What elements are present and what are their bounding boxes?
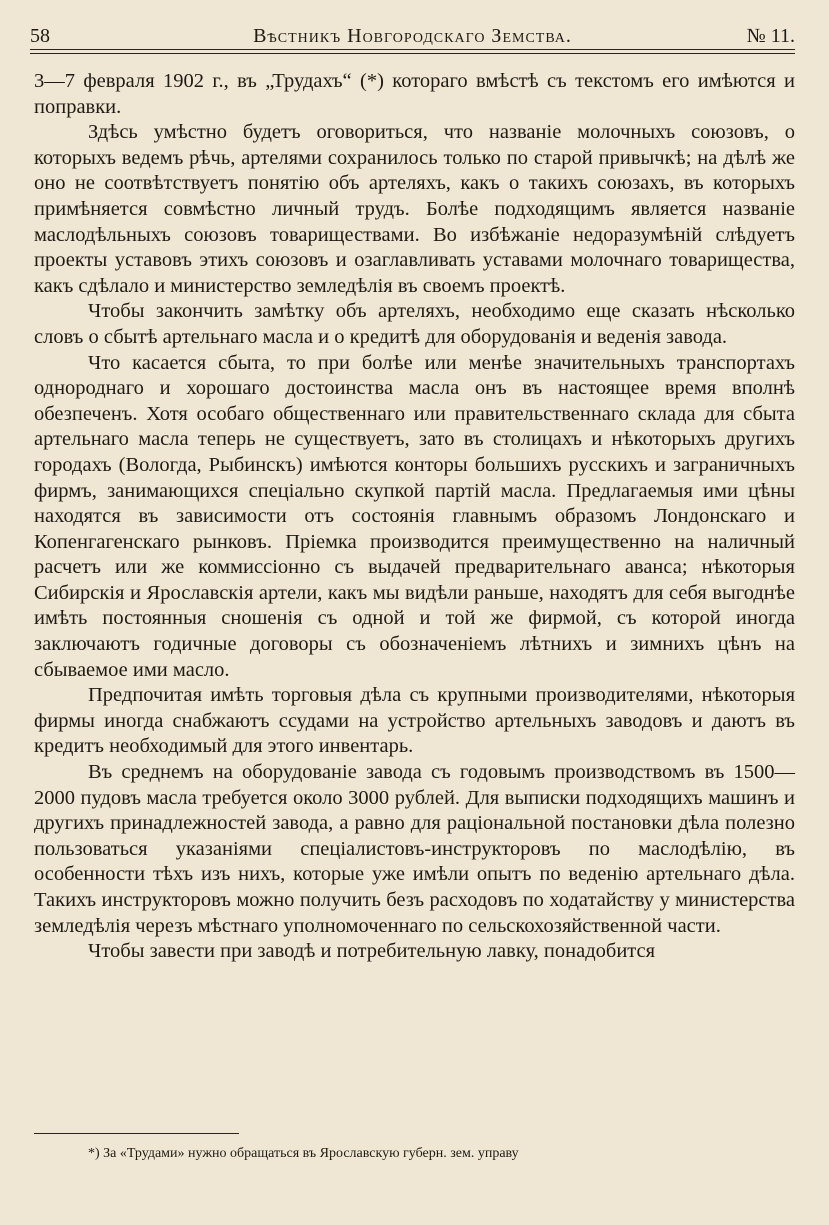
paragraph: Чтобы закончить замѣтку объ артеляхъ, необходимо еще сказать нѣсколько словъ о сбытѣ артельнаго масла и о кредитѣ для оборудованія и веденія завода. [34,300,795,348]
paragraph: Предпочитая имѣть торговыя дѣла съ крупными производителями, нѣкоторыя фирмы иногда снабжаютъ ссудами на устройство артельныхъ заводовъ и даютъ въ кредитъ необходимый для этого инвентарь. [34,684,795,758]
article-body [34,69,795,965]
page-number: 58 [30,25,50,47]
paragraph: Что касается сбыта, то при болѣе или менѣе значительныхъ транспортахъ однороднаго и хорошаго достоинства масла онъ въ настоящее время вполнѣ обезпеченъ. Хотя особаго общественнаго или правительственнаго склада для сбыта артельнаго масла теперь не существуетъ, зато въ столицахъ и нѣкоторыхъ другихъ городахъ (Вологда, Рыбинскъ) имѣются конторы большихъ русскихъ и заграничныхъ фирмъ, занимающихся спеціально скупкой партій масла. Предлагаемыя ими цѣны находятся въ зависимости отъ состоянія главнымъ образомъ Лондонскаго и Копенгагенскаго рынковъ. Пріемка производится преимущественно на наличный расчетъ или же коммиссіонно съ выдачей предварительнаго аванса; нѣкоторыя Сибирскія и Ярославскія артели, какъ мы видѣли раньше, находятъ для себя выгоднѣе имѣть постоянныя сношенія съ одной и той же фирмой, съ которой иногда заключаютъ годичные договоры съ обозначеніемъ лѣтнихъ и зимнихъ цѣнъ на сбываемое ими масло. [34,351,795,681]
running-header [30,18,795,48]
issue-number: № 11. [746,25,795,47]
footnote-rule [34,1133,239,1134]
footnote: *) За «Трудами» нужно обращаться въ Ярославскую губерн. зем. управу [88,1146,519,1161]
paragraph: 3—7 февраля 1902 г., въ „Трудахъ“ (*) котораго вмѣстѣ съ текстомъ его имѣются и поправки. [34,70,795,118]
header-rule-thin [30,53,795,54]
paragraph: Здѣсь умѣстно будетъ оговориться, что названіе молочныхъ союзовъ, о которыхъ ведемъ рѣчь, артелями сохранилось только по старой привычкѣ; на дѣлѣ же оно не соотвѣтствуетъ понятію объ артеляхъ, какъ о такихъ союзахъ, въ которыхъ примѣняется совмѣстно личный трудъ. Болѣе подходящимъ является названіе маслодѣльныхъ союзовъ товариществами. Во избѣжаніе недоразумѣній слѣдуетъ проекты уставовъ этихъ союзовъ и озаглавливать уставами молочнаго товарищества, какъ сдѣлало и министерство земледѣлія въ своемъ проектѣ. [34,121,795,297]
paragraph: Чтобы завести при заводѣ и потребительную лавку, понадобится [88,940,656,963]
paragraph: Въ среднемъ на оборудованіе завода съ годовымъ производствомъ въ 1500—2000 пудовъ масла требуется около 3000 рублей. Для выписки подходящихъ машинъ и другихъ принадлежностей завода, а равно для раціональной постановки дѣла полезно пользоваться указаніями спеціалистовъ-инструкторовъ по маслодѣлію, въ особенности тѣхъ изъ нихъ, которые уже имѣли опытъ по веденію артельнаго дѣла. Такихъ инструкторовъ можно получить безъ расходовъ по ходатайству у министерства земледѣлія черезъ мѣстнаго уполномоченнаго по сельскохозяйственной части. [34,761,795,937]
journal-title: Вѣстникъ Новгородскаго Земства. [253,25,572,47]
header-rule [30,49,795,50]
